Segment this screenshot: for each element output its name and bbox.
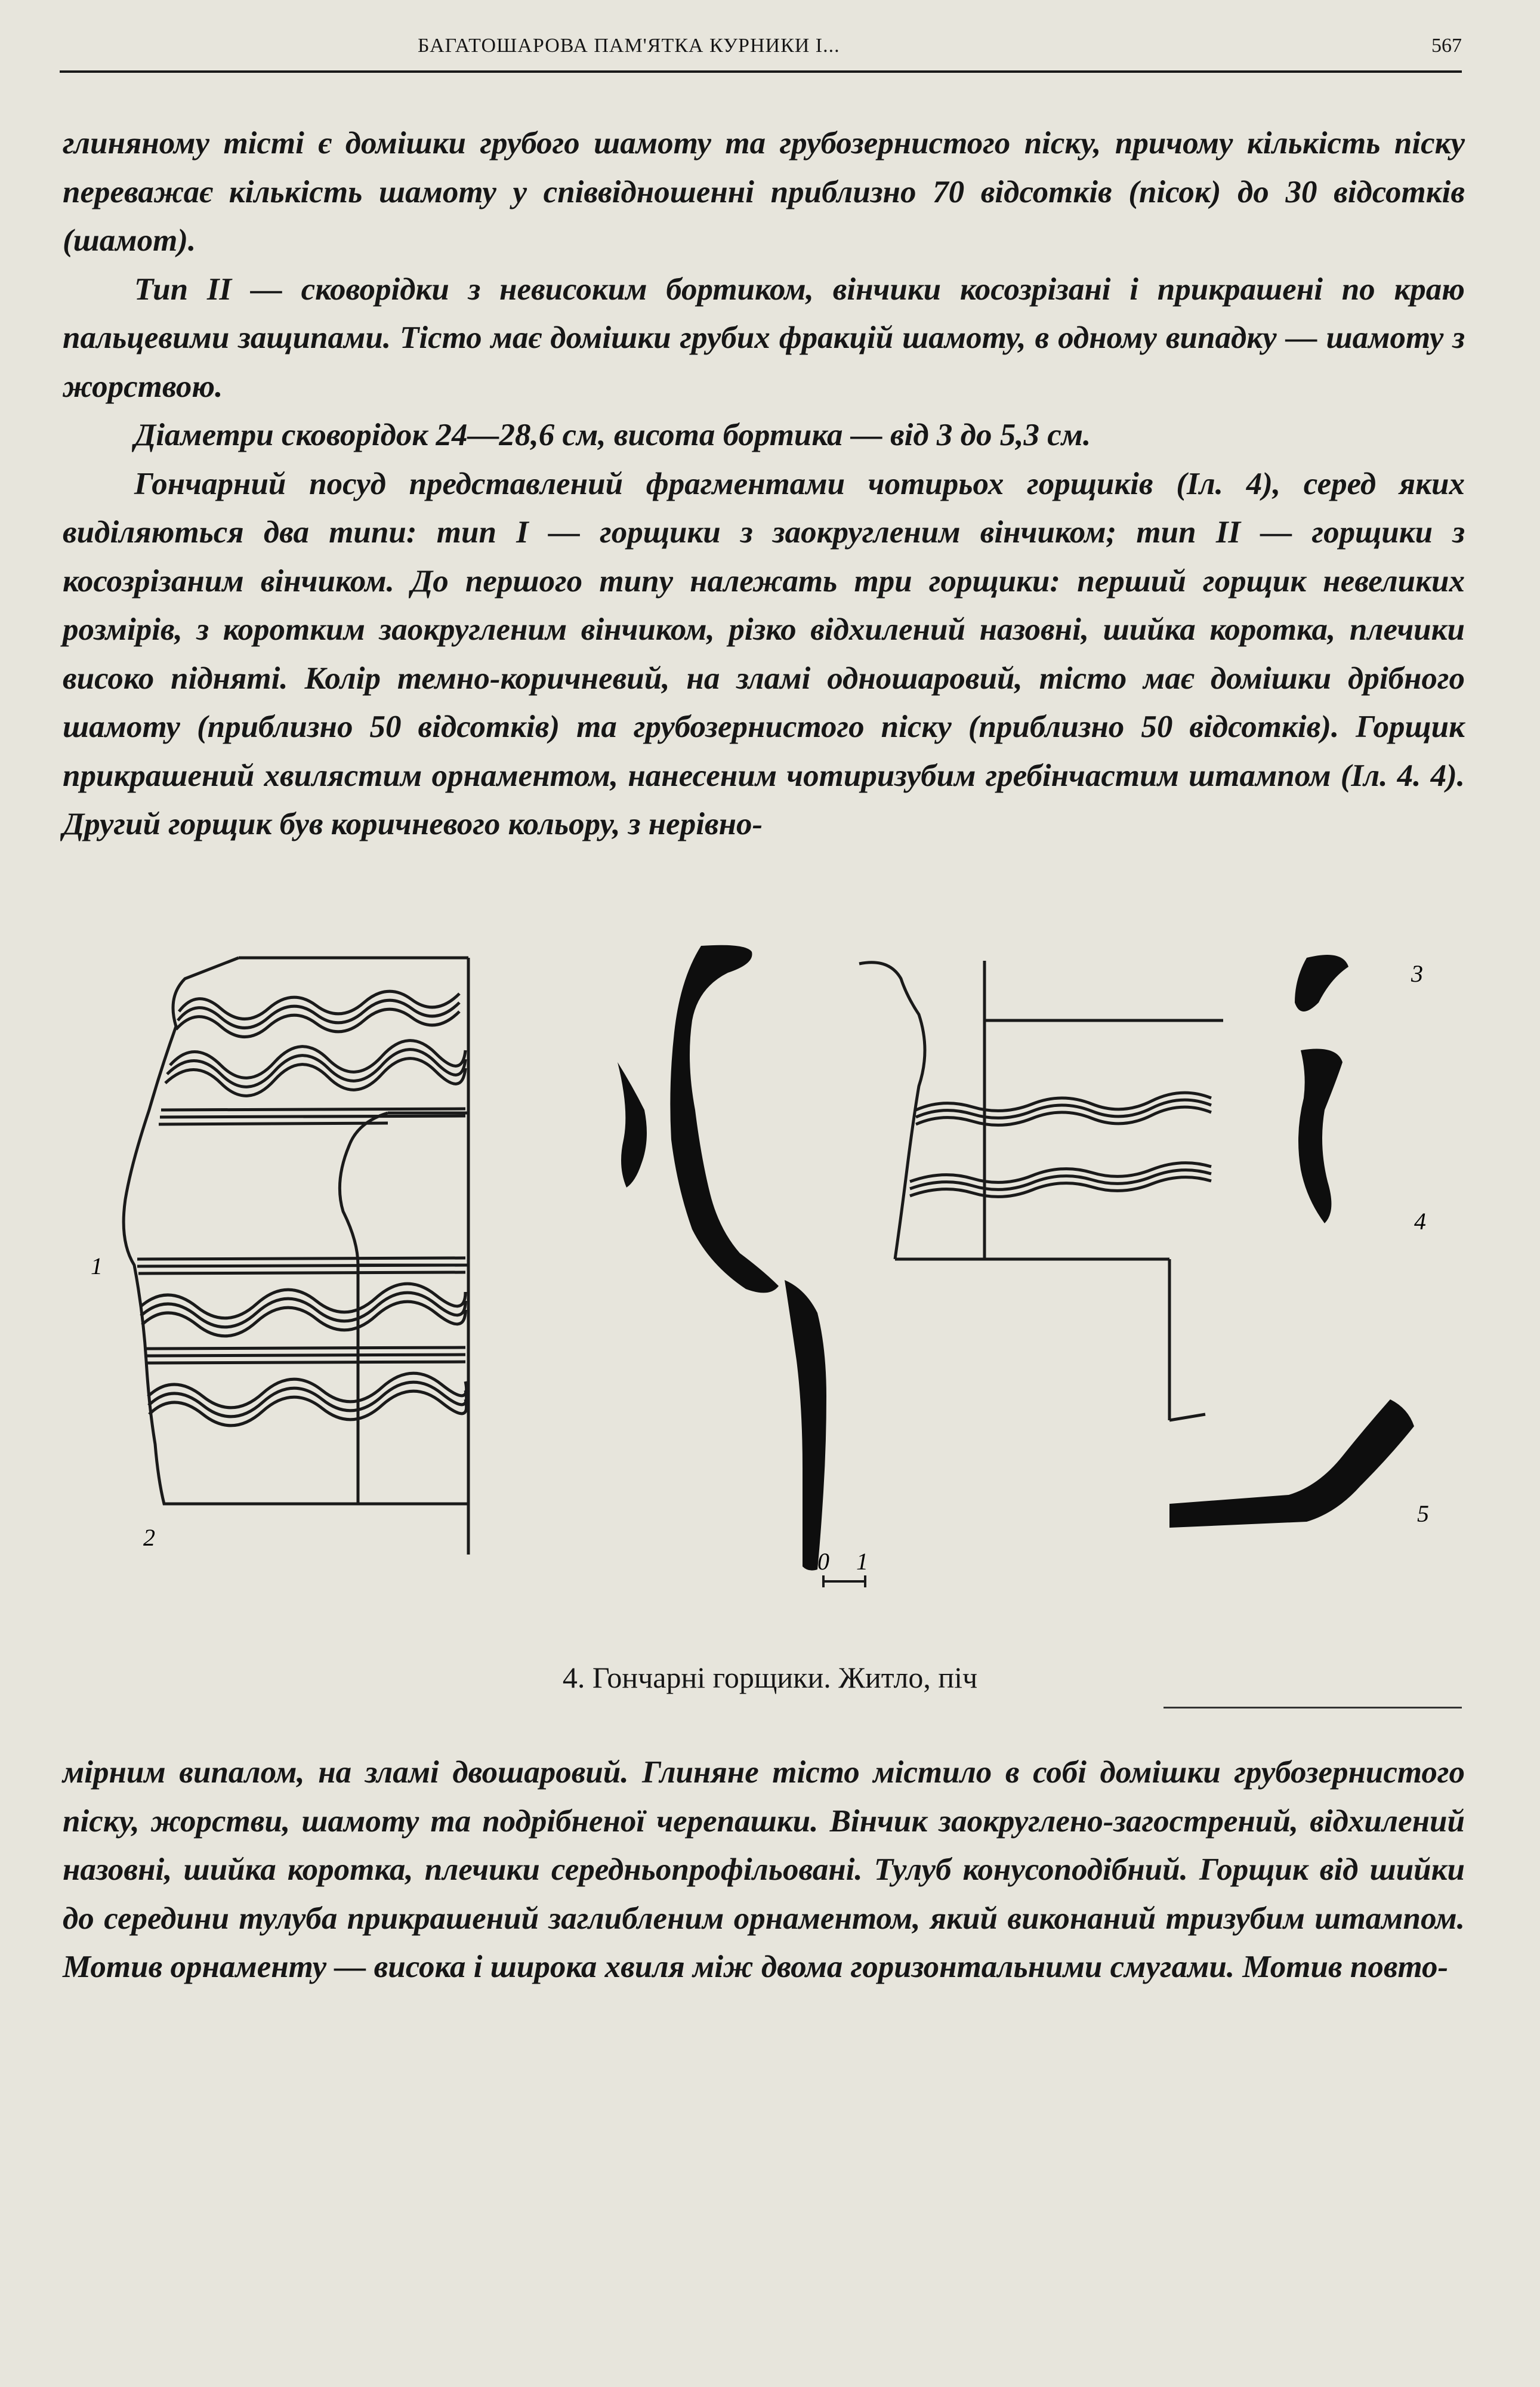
body-text-top xyxy=(63,119,1465,849)
page-header xyxy=(60,24,1462,72)
figure-caption: 4. Гончарні горщики. Житло, піч xyxy=(562,1661,978,1694)
paragraph: Тип ІІ — сковорідки з невисоким бортиком, вінчики косозрізані і прикрашені по краю пальцевими защипами. Тісто має домішки грубих фракцій шамоту, в одному випадку — шамоту з жорствою. xyxy=(63,272,1465,404)
vessel-profile-section xyxy=(785,1280,826,1571)
figure-label: 2 xyxy=(143,1524,155,1551)
vessel-5-profile xyxy=(1169,1399,1414,1528)
paragraph: мірним випалом, на зламі двошаровий. Глиняне тісто містило в собі домішки грубозернистого піску, жорстви, шамоту та подрібненої черепашки. Вінчик заокруглено-загострений, відхилений назовні, шийка коротка, плечики середньопрофільовані. Тулуб конусоподібний. Горщик від шийки до середини тулуба прикрашений заглибленим орнаментом, який виконаний тризубим штампом. Мотив орнаменту — висока і широка хвиля між двома горизонтальними смугами. Мотив повто- xyxy=(63,1755,1465,1984)
figure-label: 5 xyxy=(1417,1500,1429,1527)
figure-label: 1 xyxy=(91,1253,103,1279)
paragraph: Діаметри сковорідок 24—28,6 см, висота бортика — від 3 до 5,3 см. xyxy=(134,418,1091,452)
vessel-4-ornament xyxy=(910,1093,1211,1196)
vessel-4-drawing xyxy=(859,961,1223,1420)
running-title: БАГАТОШАРОВА ПАМ'ЯТКА КУРНИКИ І... xyxy=(418,35,840,57)
figure-label: 3 xyxy=(1411,960,1423,987)
body-text-bottom xyxy=(63,1748,1465,1992)
paragraph: глиняному тісті є домішки грубого шамоту та грубозернистого піску, причому кількість піску переважає кількість шамоту у співвідношенні приблизно 70 відсотків (пісок) до 30 відсотків (шамот). xyxy=(63,126,1465,258)
vessel-profile-section xyxy=(618,1062,647,1188)
paragraph: Гончарний посуд представлений фрагментами чотирьох горщиків (Іл. 4), серед яких виділяються два типи: тип І — горщики з заокругленим вінчиком; тип ІІ — горщики з косозрізаним вінчиком. До першого типу належать три горщики: перший горщик невеликих розмірів, з коротким заокругленим вінчиком, різко відхилений назовні, шийка коротка, плечики високо підняті. Колір темно-коричневий, на зламі одношаровий, тісто має домішки дрібного шамоту (приблизно 50 відсотків) та грубозернистого піску (приблизно 50 відсотків). Горщик прикрашений хвилястим орнаментом, нанесеним чотиризубим гребінчастим штампом (Іл. 4. 4). Другий горщик був коричневого кольору, з нерівно- xyxy=(63,466,1465,841)
pottery-figure xyxy=(78,931,1468,1629)
vessel-4-profile xyxy=(1298,1049,1343,1224)
header-rule xyxy=(60,70,1462,73)
figure-label: 4 xyxy=(1414,1208,1426,1235)
vessel-profile-section xyxy=(670,945,779,1293)
vessel-1-ornament xyxy=(137,991,467,1426)
scale-label: 1 xyxy=(856,1548,868,1575)
caption-rule xyxy=(1164,1707,1462,1708)
scale-bar xyxy=(823,1575,865,1587)
page-number: 567 xyxy=(1431,35,1462,57)
scale-label: 0 xyxy=(817,1548,829,1575)
vessel-3-profile xyxy=(1295,955,1348,1011)
